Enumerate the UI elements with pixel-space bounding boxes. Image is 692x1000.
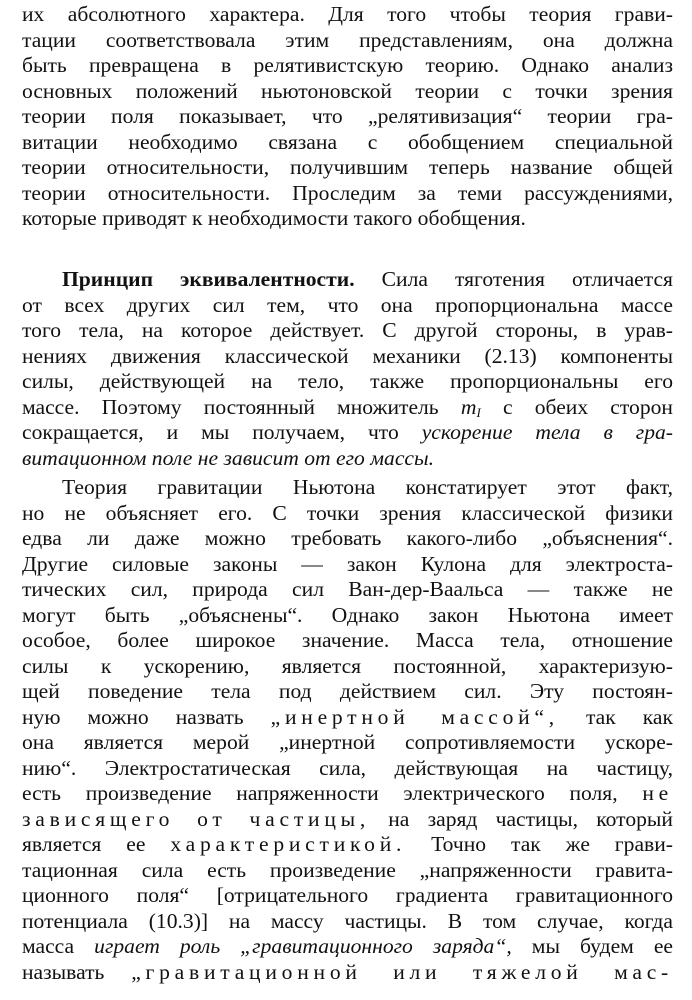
text-line: быть превращена в релятивистскую теорию. Однако анализ [22, 53, 673, 77]
text-line: силы, действующей на тело, также пропорциональны его [22, 369, 673, 393]
text-line: силы к ускорению, является постоянной, характеризую- [22, 653, 673, 678]
text-fragment: называть [22, 959, 105, 984]
text-fragment: так как [585, 704, 673, 729]
text-line [22, 420, 673, 445]
spaced-emphasis: зависящего от частицы, [22, 806, 371, 831]
text-fragment: ную можно назвать [22, 704, 244, 729]
text-line: тационная сила есть произведение „напряженности гравита- [22, 857, 673, 882]
text-fragment: есть произведение напряженности электрического поля, [22, 781, 618, 805]
text-line: особое, более широкое значение. Масса тела, отношение [22, 628, 673, 652]
spaced-emphasis: „гравитационной или тяжелой мас- [131, 959, 673, 984]
text-fragment: является ее [22, 832, 146, 856]
text-line [22, 960, 673, 985]
text-line: теории поля показывает, что „релятивизация“ теории гра- [22, 104, 673, 128]
emphasis-text: „гравитационного заряда“, [240, 934, 512, 958]
text-fragment: с обеих сторон [502, 394, 673, 419]
math-symbol [461, 395, 481, 419]
text-line: тических сил, природа сил Ван-дер-Ваальса — также не [22, 577, 673, 601]
text-line [22, 807, 673, 832]
text-fragment: сокращается, и мы получаем, что [22, 420, 399, 444]
text-fragment: мы будем ее [531, 934, 673, 958]
math-variable: m [460, 394, 477, 419]
text-line: щей поведение тела под действием сил. Эту постоян- [22, 679, 673, 703]
text-line: теории относительности, получившим теперь название общей [22, 155, 673, 179]
text-line [22, 267, 673, 292]
text-line [22, 395, 673, 420]
text-line: нию“. Электростатическая сила, действующая на частицу, [22, 755, 673, 780]
text-line: основных положений ньютоновской теории с точки зрения [22, 78, 673, 103]
text-line: от всех других сил тем, что она пропорциональна массе [22, 292, 673, 317]
spaced-emphasis: не [642, 781, 673, 805]
text-line [22, 446, 673, 471]
text-fragment: Сила тяготения отличается [381, 267, 673, 291]
spaced-emphasis: „инертной массой“, [270, 704, 559, 729]
text-line: могут быть „объяснены“. Однако закон Ньютона имеет [22, 602, 673, 627]
book-page [22, 0, 673, 1000]
emphasis-text: играет роль [94, 934, 221, 958]
text-line: их абсолютного характера. Для того чтобы теория грави- [22, 2, 673, 26]
text-line [22, 832, 673, 857]
emphasis-text: витационном поле не зависит от его массы. [22, 445, 435, 470]
text-fragment: Точно так же грави- [431, 832, 673, 856]
text-line: она является мерой „инертной сопротивляемости ускоре- [22, 730, 673, 754]
text-line: ционного поля“ [отрицательного градиента гравитационного [22, 883, 673, 907]
text-line: Другие силовые законы — закон Кулона для электроста- [22, 551, 673, 576]
math-subscript: I [476, 404, 481, 420]
emphasis-text: ускорение тела в гра- [421, 420, 673, 444]
text-line: потенциала (10.3)] на массу частицы. В том случае, когда [22, 908, 673, 933]
text-line: того тела, на которое действует. С другой стороны, в урав- [22, 318, 673, 342]
text-line [22, 781, 673, 806]
text-line: но не объясняет его. С точки зрения классической физики [22, 500, 673, 525]
text-line [22, 705, 673, 730]
text-line: теории относительности. Проследим за теми рассуждениями, [22, 180, 673, 205]
text-fragment: масса [22, 934, 75, 958]
text-line: которые приводят к необходимости такого обобщения. [22, 206, 526, 230]
text-line: едва ли даже можно требовать какого-либо „объяснения“. [22, 526, 673, 550]
text-line: Теория гравитации Ньютона констатирует этот факт, [62, 475, 673, 499]
text-line: нениях движения классической механики (2.13) компоненты [22, 343, 673, 368]
section-heading: Принцип эквивалентности. [62, 267, 355, 291]
text-line: тации соответствовала этим представлениям, она должна [22, 27, 673, 52]
text-fragment: массе. Поэтому постоянный множитель [22, 394, 439, 419]
spaced-emphasis: характеристикой. [170, 832, 407, 856]
text-line [22, 934, 673, 959]
text-fragment: на заряд частицы, который [388, 806, 673, 831]
text-line: витации необходимо связана с обобщением специальной [22, 129, 673, 154]
